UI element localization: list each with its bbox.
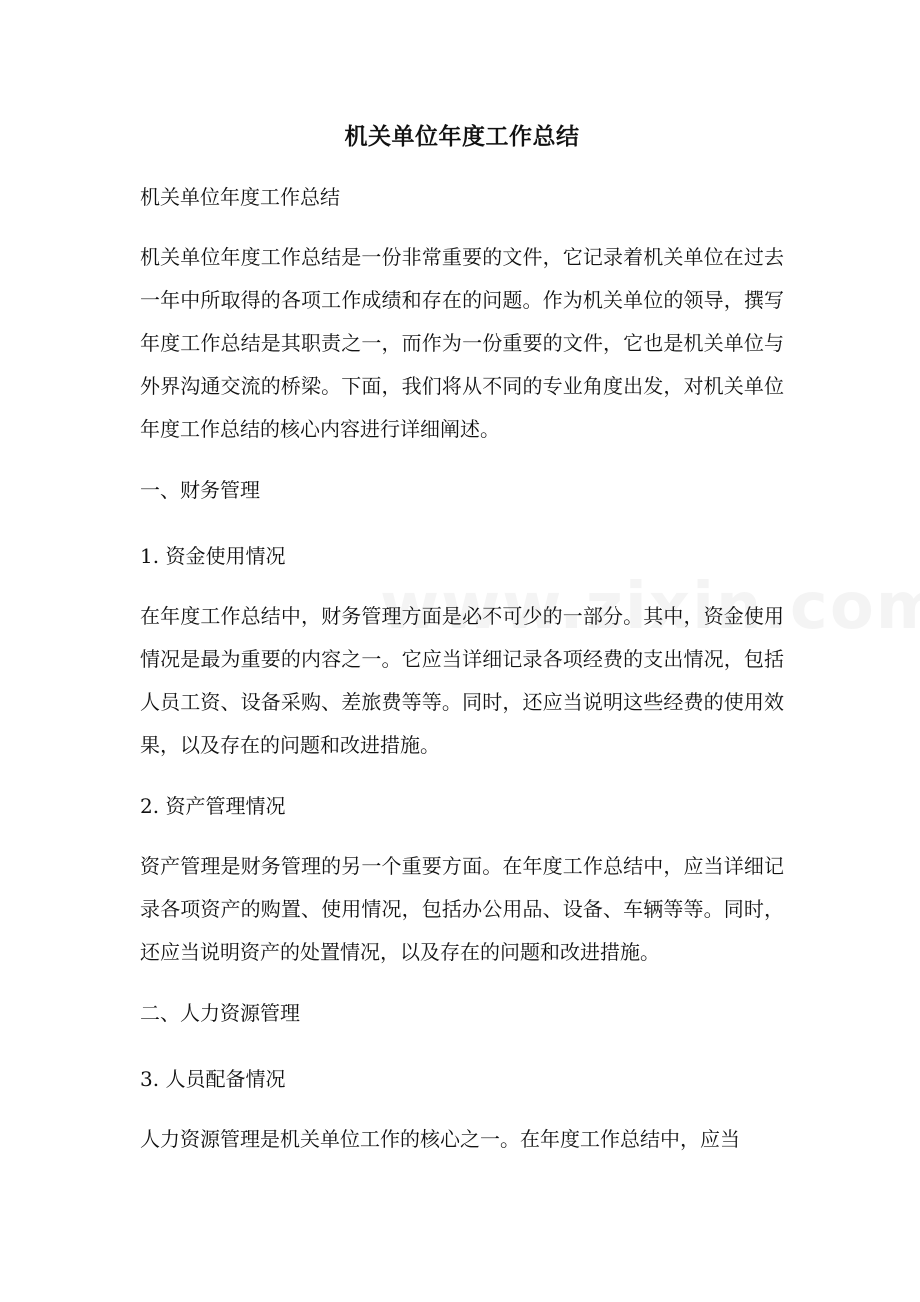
subsection-heading-assets: 2. 资产管理情况 bbox=[140, 794, 286, 818]
intro-paragraph: 机关单位年度工作总结是一份非常重要的文件，它记录着机关单位在过去一年中所取得的各项工作成绩和存在的问题。作为机关单位的领导，撰写年度工作总结是其职责之一，而作为一份重要的文件，它也是机关单位与外界沟通交流的桥梁。下面，我们将从不同的专业角度出发，对机关单位年度工作总结的核心内容进行详细阐述。 bbox=[140, 245, 784, 441]
document-body bbox=[140, 112, 784, 1167]
paragraph-funds: 在年度工作总结中，财务管理方面是必不可少的一部分。其中，资金使用情况是最为重要的内容之一。它应当详细记录各项经费的支出情况，包括人员工资、设备采购、差旅费等等。同时，还应当说明这些经费的使用效果，以及存在的问题和改进措施。 bbox=[140, 604, 784, 757]
document-subtitle: 机关单位年度工作总结 bbox=[140, 185, 340, 209]
subsection-heading-funds: 1. 资金使用情况 bbox=[140, 544, 286, 568]
document-title: 机关单位年度工作总结 bbox=[344, 123, 580, 150]
paragraph-assets: 资产管理是财务管理的另一个重要方面。在年度工作总结中，应当详细记录各项资产的购置、使用情况，包括办公用品、设备、车辆等等。同时，还应当说明资产的处置情况，以及存在的问题和改进措施。 bbox=[140, 854, 784, 964]
paragraph-staffing: 人力资源管理是机关单位工作的核心之一。在年度工作总结中，应当 bbox=[140, 1127, 740, 1151]
section-heading-finance: 一、财务管理 bbox=[140, 478, 260, 502]
section-heading-hr: 二、人力资源管理 bbox=[140, 1001, 300, 1025]
subsection-heading-staffing: 3. 人员配备情况 bbox=[140, 1067, 286, 1091]
